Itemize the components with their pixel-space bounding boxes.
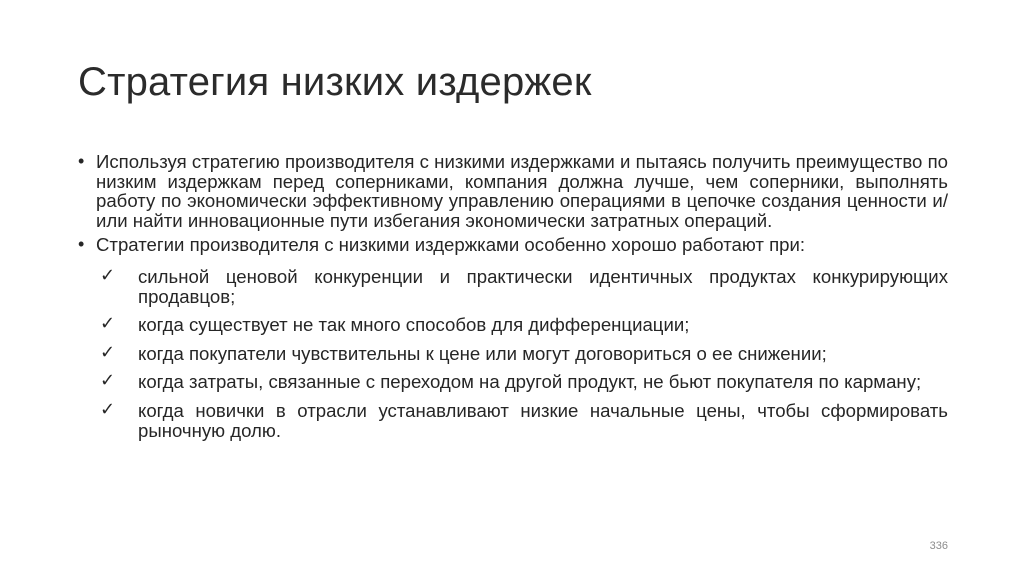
bullet-icon: • [78, 151, 85, 171]
checkmark-icon: ✓ [100, 398, 116, 420]
checklist-text: сильной ценовой конкуренции и практически идентичных продуктах конкурирующих продавцов; [138, 265, 948, 307]
checkmark-icon: ✓ [100, 313, 116, 335]
checkmark-icon: ✓ [100, 370, 116, 392]
checklist-item [78, 315, 948, 335]
slide-title: Стратегия низких издержек [78, 60, 592, 104]
bullet-icon: • [78, 234, 85, 255]
page-number: 336 [929, 540, 948, 552]
checklist-item [78, 398, 948, 441]
bullet-text: Стратегии производителя с низкими издержками особенно хорошо работают при: [96, 234, 806, 256]
checklist-text: когда затраты, связанные с переходом на другой продукт, не бьют покупателя по карману; [138, 371, 922, 393]
checklist-item [78, 372, 948, 392]
checkmark-icon: ✓ [100, 264, 116, 286]
bullet-text: Используя стратегию производителя с низкими издержками и пытаясь получить преимущество по низким издержкам перед соперниками, компания должна лучше, чем соперники, выполнять работу по экономически эффективному управлению операциями в цепочке создания ценности и/или найти инновационные пути избегания экономически затратных операций. [96, 151, 948, 231]
checklist-text: когда существует не так много способов для дифференциации; [138, 314, 690, 336]
checklist-text: когда покупатели чувствительны к цене или могут договориться о ее снижении; [138, 342, 827, 364]
bullet-item [78, 235, 948, 255]
slide-content [78, 152, 948, 449]
checklist-text: когда новички в отрасли устанавливают низкие начальные цены, чтобы сформировать рыночную долю. [138, 399, 948, 441]
checklist-item [78, 341, 948, 364]
checklist-item [78, 264, 948, 307]
bullet-item [78, 152, 948, 230]
checkmark-icon: ✓ [100, 341, 116, 363]
